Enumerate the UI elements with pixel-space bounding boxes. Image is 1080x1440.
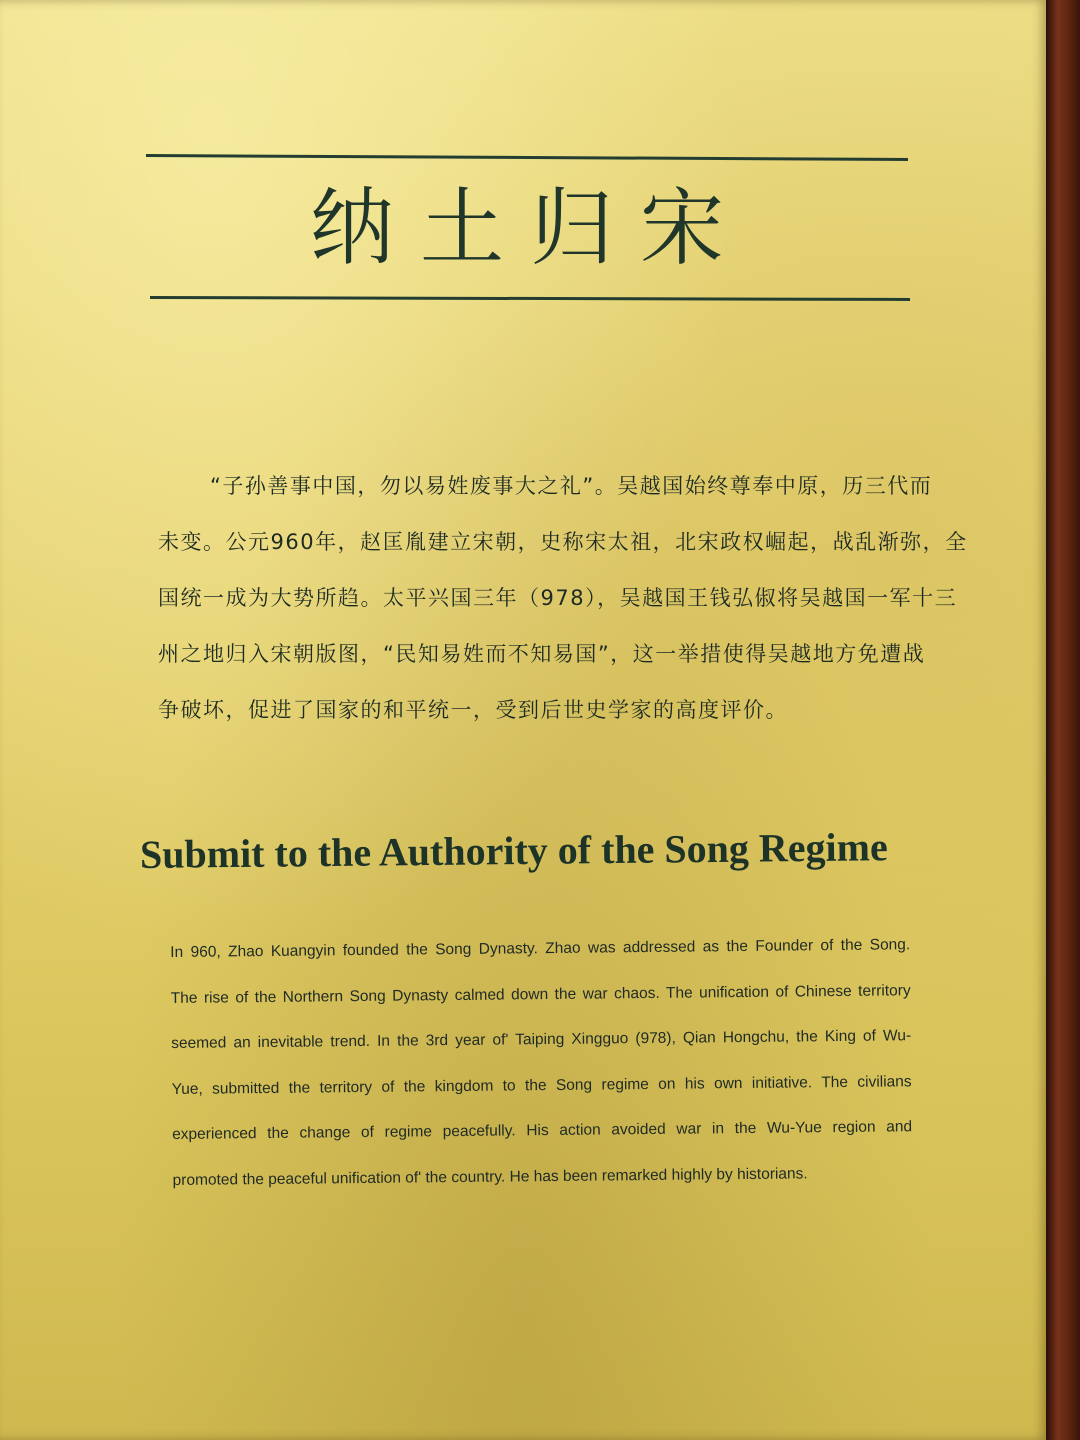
wooden-frame-right: [1046, 0, 1080, 1440]
english-line: In 960, Zhao Kuangyin founded the Song Dynasty. Zhao was addressed as the Founder of the Song.: [170, 936, 911, 961]
chinese-line: 争破坏，促进了国家的和平统一，受到后世史学家的高度评价。: [158, 698, 788, 722]
english-line: promoted the peaceful unification of' the country. He has been remarked highly by historians.: [172, 1164, 808, 1189]
english-paragraph: [170, 922, 933, 1203]
english-line: seemed an inevitable trend. In the 3rd year of' Taiping Xingguo (978), Qian Hongchu, the King of Wu-: [171, 1027, 912, 1052]
title-bottom-rule: [150, 296, 910, 301]
english-line: The rise of the Northern Song Dynasty calmed down the war chaos. The unification of Chinese territory: [170, 981, 911, 1007]
chinese-title: 纳土归宋: [309, 179, 750, 277]
chinese-line: 州之地归入宋朝版图，“民知易姓而不知易国”，这一举措使得吴越地方免遭战: [158, 642, 926, 666]
english-title: Submit to the Authority of the Song Regime: [139, 824, 888, 877]
chinese-line: 未变。公元960年，赵匡胤建立宋朝，史称宋太祖，北宋政权崛起，战乱渐弥，全: [158, 530, 968, 554]
chinese-line: 国统一成为大势所趋。太平兴国三年（978），吴越国王钱弘俶将吴越国一军十三: [158, 586, 958, 610]
chinese-line: “子孙善事中国，勿以易姓废事大之礼”。吴越国始终尊奉中原，历三代而: [210, 474, 933, 498]
title-top-rule: [146, 154, 908, 161]
english-line: experienced the change of regime peacefully. His action avoided war in the Wu-Yue region and: [172, 1118, 913, 1143]
chinese-paragraph: [158, 458, 968, 738]
english-line: Yue, submitted the territory of the kingdom to the Song regime on his own initiative. The civilians: [171, 1072, 912, 1098]
